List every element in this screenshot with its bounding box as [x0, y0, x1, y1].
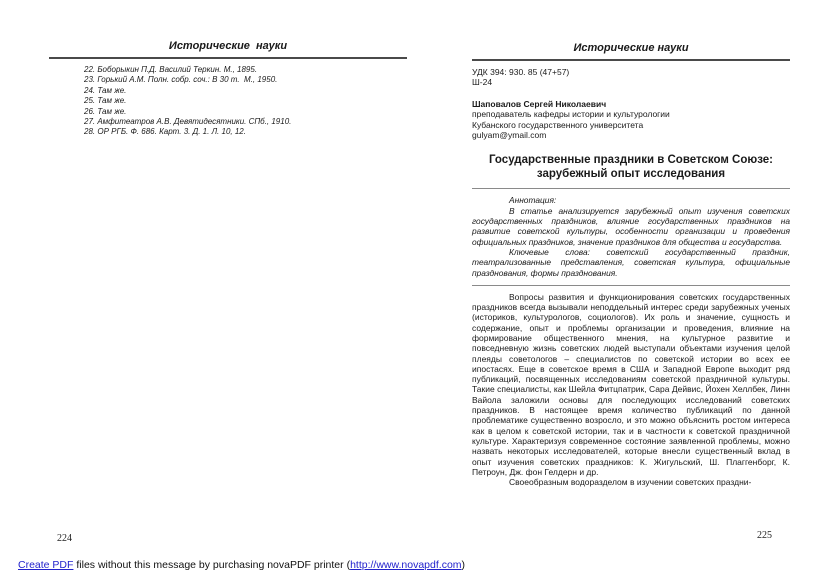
footer-message-end: )	[461, 559, 466, 571]
article-title-line2: зарубежный опыт исследования	[536, 168, 726, 181]
reference-item: 26. Там же.	[84, 106, 127, 116]
body-paragraph-1: Вопросы развития и функционирования советских государственных праздников всегда вызывали неподдельный интерес среди зарубежных ученых (историков, культурологов, социологов). Их роль и значение, сущность и содержание, опыт и проблемы организации и проведения, влияние на формирование общественного мнения, на культурное развитие и повседневную жизнь советских людей выступали объектами изучения целой плеяды советологов – специалистов по советской истории во всех ее ипостасях. Еще в советское время в США и Западной Европе выходит ряд публикаций, посвященных исследованиям советской праздничной культуры. Такие специалисты, как Шейла Фитцпатрик, Сара Дейвис, Йохен Хеллбек, Линн Вайола заложили основы для последующих исследований советских праздников. В настоящее время количество публикаций по данной проблематике существенно возросло, и это можно объяснить ростом интереса как в целом к советской истории, так и в частности к советской праздничной культуре. Характеризуя современное состояние заявленной проблемы, можно назвать некоторых исследователей, которые внесли существенный вклад в опыт изучения советских праздников: К. Жигульский, Ш. Плаггенборг, К. Петроун, Дж. фон Гелдерн и др.	[472, 291, 790, 477]
body-paragraph-2: Своеобразным водоразделом в изучении советских праздни-	[509, 477, 752, 488]
right-page-number: 225	[757, 530, 772, 541]
separator-line	[472, 285, 790, 286]
author-affiliation: Кубанского государственного университета	[472, 119, 644, 130]
keywords-text: Ключевые слова: советский государственный праздник, театрализованные представления, советская культура, официальные празднования, формы празднования.	[472, 246, 790, 278]
author-position: преподаватель кафедры истории и культурологии	[472, 109, 670, 120]
footer-message-text: files without this message by purchasing novaPDF printer (	[73, 559, 351, 571]
annotation-text: В статье анализируется зарубежный опыт изучения советских государственных праздников, влияние государственных праздников на развитие советской культуры, особенности организации и проведения официальных праздников, значение праздников для общества и государства.	[472, 205, 790, 247]
author-name: Шаповалов Сергей Николаевич	[472, 98, 607, 109]
reference-item: 24. Там же.	[84, 85, 127, 95]
reference-item: 23. Горький А.М. Полн. собр. соч.: В 30 т. М., 1950.	[84, 75, 278, 85]
references-list	[49, 65, 407, 138]
article-body	[472, 292, 790, 488]
author-block	[472, 99, 790, 141]
novapdf-url-link[interactable]: http://www.novapdf.com	[350, 559, 462, 571]
separator-line	[472, 188, 790, 189]
author-email: gulyam@ymail.com	[472, 130, 547, 141]
create-pdf-link[interactable]: Create PDF	[18, 559, 74, 571]
reference-item: 22. Боборыкин П.Д. Василий Теркин. М., 1895.	[84, 65, 258, 74]
novapdf-footer-banner	[18, 559, 465, 571]
reference-item: 27. Амфитеатров А.В. Девятидесятники. СПб., 1910.	[84, 117, 292, 127]
left-page-number: 224	[57, 533, 72, 544]
right-page	[472, 42, 790, 487]
left-running-header: Исторические науки	[49, 40, 407, 59]
udc-code: Ш-24	[472, 77, 493, 88]
annotation-label: Аннотация:	[509, 195, 557, 206]
reference-item: 25. Там же.	[84, 96, 127, 106]
udk-number: УДК 394: 930. 85 (47+57)	[472, 67, 570, 77]
reference-item: 28. ОР РГБ. Ф. 686. Карт. 3. Д. 1. Л. 10, 12.	[84, 127, 246, 137]
right-running-header: Исторические науки	[472, 42, 790, 61]
annotation-block	[472, 195, 790, 277]
article-title-line1: Государственные праздники в Советском Союзе:	[488, 154, 773, 167]
udk-block	[472, 67, 790, 88]
left-page	[49, 40, 407, 138]
article-title	[472, 153, 790, 181]
